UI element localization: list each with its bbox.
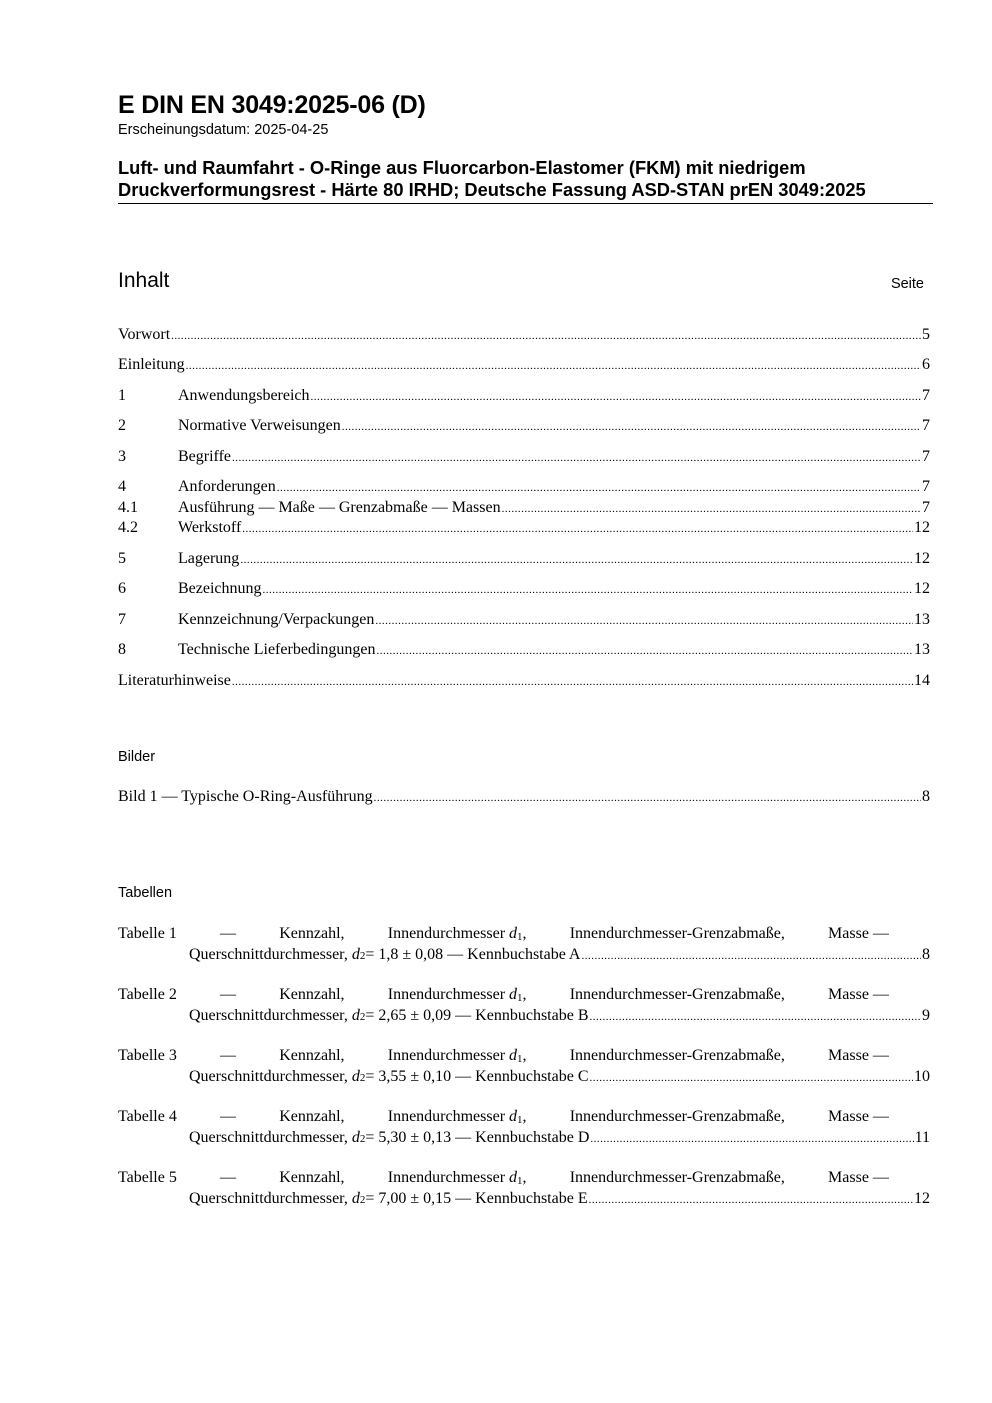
dot-leader <box>375 610 913 631</box>
dot-leader <box>232 447 921 468</box>
toc-number: 8 <box>118 641 126 658</box>
toc-page: 7 <box>922 448 930 465</box>
dot-leader <box>342 416 921 437</box>
table-value: = 7,00 ± 0,15 — Kennbuchstabe E <box>365 1189 588 1207</box>
dot-leader <box>374 787 921 808</box>
table-label: Tabelle 2 <box>118 986 177 1003</box>
toc-number: 5 <box>118 550 126 567</box>
dot-leader <box>240 549 913 570</box>
masse: Masse — <box>828 1108 889 1125</box>
toc-number: 4.2 <box>118 519 138 536</box>
dash: — <box>220 1169 237 1186</box>
toc-label: Anwendungsbereich <box>178 387 310 404</box>
table-label: Tabelle 5 <box>118 1169 177 1186</box>
table-entry-line1 <box>118 1168 889 1189</box>
toc-label: Literaturhinweise <box>118 672 231 689</box>
table-value: = 1,8 ± 0,08 — Kennbuchstabe A <box>365 945 581 963</box>
table-entry-line1 <box>118 924 889 945</box>
toc-entry[interactable] <box>118 386 930 407</box>
grenzabmasse: Innendurchmesser-Grenzabmaße, <box>569 925 785 942</box>
dot-leader <box>589 1006 921 1028</box>
innendurchmesser: Innendurchmesser $d_1$, <box>387 986 527 1004</box>
toc-entry[interactable] <box>118 610 930 631</box>
tables-heading: Tabellen <box>118 885 173 901</box>
toc-label: Vorwort <box>118 326 171 343</box>
table-entry-line2: Querschnittdurchmesser, d 2 = 7,00 ± 0,15 — Kennbuchstabe E ..... 12 <box>118 1189 930 1211</box>
table-label: Tabelle 3 <box>118 1047 177 1064</box>
table-entry[interactable] <box>118 1107 930 1149</box>
toc-heading-row <box>118 268 928 294</box>
innendurchmesser: Innendurchmesser $d_1$, <box>387 1047 527 1065</box>
table-value: = 3,55 ± 0,10 — Kennbuchstabe C <box>365 1067 589 1085</box>
table-entry-line2: Querschnittdurchmesser, d 2 = 1,8 ± 0,08 — Kennbuchstabe A ..... 8 <box>118 945 930 967</box>
toc-heading: Inhalt <box>118 269 170 292</box>
table-entry-line1 <box>118 985 889 1006</box>
table-label: Tabelle 1 <box>118 925 177 942</box>
toc-page: 13 <box>914 641 930 658</box>
dot-leader <box>590 1128 913 1150</box>
figures-heading: Bilder <box>118 749 156 765</box>
table-page: 11 <box>914 1128 930 1146</box>
toc-number: 3 <box>118 448 126 465</box>
grenzabmasse: Innendurchmesser-Grenzabmaße, <box>569 1108 785 1125</box>
dot-leader <box>589 1189 913 1211</box>
innendurchmesser: Innendurchmesser $d_1$, <box>387 1169 527 1187</box>
figure-label: Bild 1 — Typische O-Ring-Ausführung <box>118 788 373 805</box>
kennzahl: Kennzahl, <box>279 1169 345 1186</box>
publication-date: Erscheinungsdatum: 2025-04-25 <box>118 122 329 138</box>
table-entry-line2: Querschnittdurchmesser, d 2 = 3,55 ± 0,10 — Kennbuchstabe C ..... 10 <box>118 1067 930 1089</box>
toc-page: 5 <box>922 326 930 343</box>
dot-leader <box>186 355 921 376</box>
grenzabmasse: Innendurchmesser-Grenzabmaße, <box>569 1047 785 1064</box>
toc-number: 1 <box>118 387 126 404</box>
toc-number: 7 <box>118 611 126 628</box>
toc-entry[interactable] <box>118 447 930 468</box>
kennzahl: Kennzahl, <box>279 1047 345 1064</box>
dot-leader <box>502 498 921 519</box>
toc-page: 7 <box>922 478 930 495</box>
toc-entry[interactable] <box>118 498 930 519</box>
toc-entry[interactable] <box>118 671 930 692</box>
toc-entry[interactable] <box>118 579 930 600</box>
document-id: E DIN EN 3049:2025-06 (D) <box>118 91 426 119</box>
toc-entry[interactable] <box>118 549 930 570</box>
toc-page: 13 <box>914 611 930 628</box>
toc-label: Ausführung — Maße — Grenzabmaße — Massen <box>178 499 501 516</box>
toc-label: Kennzeichnung/Verpackungen <box>178 611 375 628</box>
document-title: Luft- und Raumfahrt - O-Ringe aus Fluorcarbon-Elastomer (FKM) mit niedrigem Druckverformungsrest - Härte 80 IRHD; Deutsche Fassung ASD-STAN prEN 3049:2025 <box>118 157 933 204</box>
document-header <box>118 90 933 204</box>
toc-label: Lagerung <box>178 550 240 567</box>
toc-page: 12 <box>914 550 930 567</box>
dot-leader <box>277 477 921 498</box>
toc-entry[interactable] <box>118 518 930 539</box>
table-entry[interactable] <box>118 924 930 966</box>
table-page: 12 <box>914 1189 930 1207</box>
table-entry-line2: Querschnittdurchmesser, d 2 = 2,65 ± 0,09 — Kennbuchstabe B ..... 9 <box>118 1006 930 1028</box>
table-label: Tabelle 4 <box>118 1108 177 1125</box>
toc-page: 7 <box>922 499 930 516</box>
toc-number: 6 <box>118 580 126 597</box>
dash: — <box>220 986 237 1003</box>
toc-label: Technische Lieferbedingungen <box>178 641 376 658</box>
dot-leader <box>311 386 921 407</box>
kennzahl: Kennzahl, <box>279 1108 345 1125</box>
dot-leader <box>376 640 913 661</box>
toc-entry[interactable] <box>118 640 930 661</box>
toc-label: Einleitung <box>118 356 185 373</box>
figure-entry[interactable] <box>118 787 930 808</box>
dot-leader <box>263 579 913 600</box>
toc-label: Bezeichnung <box>178 580 262 597</box>
toc-page: 12 <box>914 580 930 597</box>
table-value: = 2,65 ± 0,09 — Kennbuchstabe B <box>365 1006 589 1024</box>
grenzabmasse: Innendurchmesser-Grenzabmaße, <box>569 1169 785 1186</box>
table-page: 9 <box>922 1006 930 1024</box>
dash: — <box>220 1047 237 1064</box>
toc-page: 14 <box>914 672 930 689</box>
toc-number: 4.1 <box>118 499 138 516</box>
table-entry[interactable] <box>118 1168 930 1210</box>
toc-entry[interactable] <box>118 325 930 346</box>
table-entry[interactable] <box>118 985 930 1027</box>
toc-number: 2 <box>118 417 126 434</box>
masse: Masse — <box>828 986 889 1003</box>
masse: Masse — <box>828 1169 889 1186</box>
toc-entry[interactable] <box>118 416 930 437</box>
kennzahl: Kennzahl, <box>279 986 345 1003</box>
innendurchmesser: Innendurchmesser $d_1$, <box>387 925 527 943</box>
page-column-label: Seite <box>890 276 924 292</box>
kennzahl: Kennzahl, <box>279 925 345 942</box>
table-entry-line1 <box>118 1107 889 1128</box>
dash: — <box>220 925 237 942</box>
masse: Masse — <box>828 925 889 942</box>
toc-page: 12 <box>914 519 930 536</box>
innendurchmesser: Innendurchmesser $d_1$, <box>387 1108 527 1126</box>
masse: Masse — <box>828 1047 889 1064</box>
dot-leader <box>581 945 921 967</box>
figure-page: 8 <box>922 788 930 805</box>
toc-label: Anforderungen <box>178 478 276 495</box>
table-page: 10 <box>914 1067 930 1085</box>
dot-leader <box>589 1067 913 1089</box>
dot-leader <box>171 325 921 346</box>
dot-leader <box>232 671 913 692</box>
toc-label: Begriffe <box>178 448 232 465</box>
table-page: 8 <box>922 945 930 963</box>
toc-page: 7 <box>922 417 930 434</box>
table-entry-line1 <box>118 1046 889 1067</box>
toc-entry[interactable] <box>118 477 930 498</box>
toc-page: 6 <box>922 356 930 373</box>
table-entry-line2: Querschnittdurchmesser, d 2 = 5,30 ± 0,13 — Kennbuchstabe D ..... 11 <box>118 1128 930 1150</box>
toc-label: Werkstoff <box>178 519 242 536</box>
dash: — <box>220 1108 237 1125</box>
dot-leader <box>242 518 913 539</box>
grenzabmasse: Innendurchmesser-Grenzabmaße, <box>569 986 785 1003</box>
toc-number: 4 <box>118 478 126 495</box>
toc-label: Normative Verweisungen <box>178 417 341 434</box>
table-entry[interactable] <box>118 1046 930 1088</box>
toc-entry[interactable] <box>118 355 930 376</box>
table-value: = 5,30 ± 0,13 — Kennbuchstabe D <box>365 1128 590 1146</box>
toc-page: 7 <box>922 387 930 404</box>
